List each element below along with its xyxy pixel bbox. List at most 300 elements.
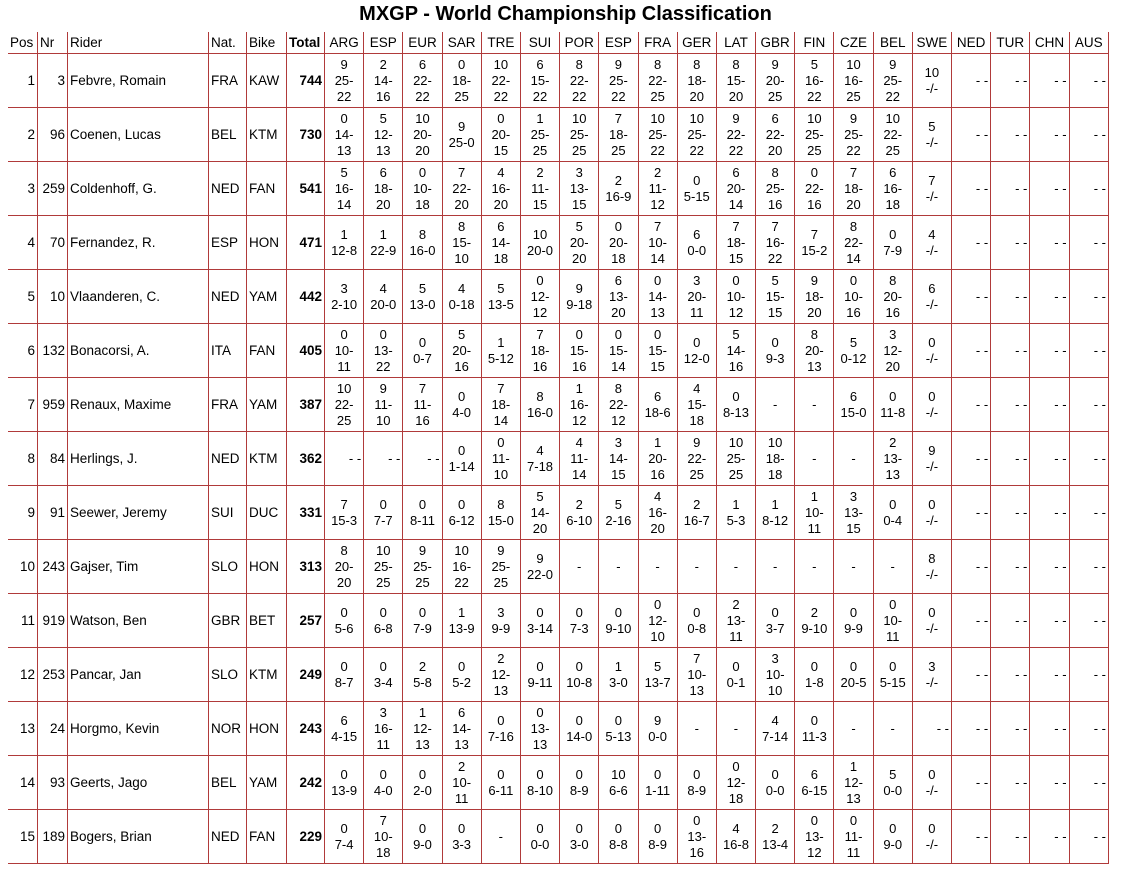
race-result-cell: - - — [1030, 324, 1069, 378]
race-result-cell: 6 13- 20 — [599, 270, 638, 324]
table-row — [8, 54, 1109, 108]
race-result-cell: 3 14- 15 — [599, 432, 638, 486]
race-result-cell: - — [834, 702, 873, 756]
rider-name: Geerts, Jago — [68, 756, 209, 810]
race-result-cell: 9 20- 25 — [756, 54, 795, 108]
race-result-cell: 3 9-9 — [482, 594, 521, 648]
column-header-race: CHN — [1030, 32, 1069, 54]
race-result-cell: 0 20-5 — [834, 648, 873, 702]
race-result-cell: 2 11- 15 — [521, 162, 560, 216]
race-result-cell: 0 6-12 — [443, 486, 482, 540]
race-result-cell: 5 14- 20 — [521, 486, 560, 540]
race-result-cell: 0 7-7 — [364, 486, 403, 540]
race-result-cell: 4 -/- — [913, 216, 952, 270]
race-result-cell: 4 16- 20 — [639, 486, 678, 540]
race-result-cell: 5 2-16 — [599, 486, 638, 540]
race-result-cell: 0 3-4 — [364, 648, 403, 702]
table-header-row — [8, 32, 1109, 54]
race-result-cell: - - — [991, 54, 1030, 108]
race-result-cell: 5 -/- — [913, 108, 952, 162]
race-result-cell: 8 22- 12 — [599, 378, 638, 432]
rider-nationality: BEL — [209, 756, 247, 810]
race-result-cell: - - — [1030, 486, 1069, 540]
race-result-cell: 7 10- 13 — [678, 648, 717, 702]
race-result-cell: 5 16- 22 — [795, 54, 834, 108]
race-result-cell: - - — [952, 432, 991, 486]
race-result-cell: 0 8-9 — [639, 810, 678, 864]
race-result-cell: 0 4-0 — [443, 378, 482, 432]
race-result-cell: 0 5-13 — [599, 702, 638, 756]
rider-nationality: SLO — [209, 540, 247, 594]
rider-number: 132 — [38, 324, 68, 378]
rider-name: Bogers, Brian — [68, 810, 209, 864]
rider-name: Watson, Ben — [68, 594, 209, 648]
race-result-cell: 0 10- 11 — [325, 324, 364, 378]
column-header-race: ARG — [325, 32, 364, 54]
race-result-cell: 8 20- 13 — [795, 324, 834, 378]
race-result-cell: - - — [1070, 216, 1109, 270]
race-result-cell: - - — [1070, 756, 1109, 810]
race-result-cell: 0 9-0 — [403, 810, 442, 864]
column-header-pos: Pos — [8, 32, 38, 54]
race-result-cell: 6 18-6 — [639, 378, 678, 432]
column-header-race: POR — [560, 32, 599, 54]
race-result-cell: 6 15-0 — [834, 378, 873, 432]
race-result-cell: 8 18- 20 — [678, 54, 717, 108]
rider-number: 253 — [38, 648, 68, 702]
race-result-cell: 1 8-12 — [756, 486, 795, 540]
race-result-cell: 0 -/- — [913, 756, 952, 810]
race-result-cell: 8 -/- — [913, 540, 952, 594]
race-result-cell: 9 22- 25 — [678, 432, 717, 486]
race-result-cell: 9 22- 22 — [717, 108, 756, 162]
race-result-cell: 0 10-8 — [560, 648, 599, 702]
race-result-cell: - — [639, 540, 678, 594]
race-result-cell: - - — [991, 324, 1030, 378]
race-result-cell: 10 25- 22 — [639, 108, 678, 162]
race-result-cell: 0 8-9 — [560, 756, 599, 810]
race-result-cell: - - — [952, 378, 991, 432]
race-result-cell: 7 22- 20 — [443, 162, 482, 216]
race-result-cell: 5 13-5 — [482, 270, 521, 324]
race-result-cell: 5 20- 20 — [560, 216, 599, 270]
rider-number: 84 — [38, 432, 68, 486]
race-result-cell: - - — [952, 702, 991, 756]
race-result-cell: - - — [1030, 378, 1069, 432]
race-result-cell: - - — [1070, 648, 1109, 702]
race-result-cell: 1 10- 11 — [795, 486, 834, 540]
page-title: MXGP - World Championship Classification — [359, 3, 772, 25]
rider-bike: BET — [247, 594, 287, 648]
race-result-cell: 10 -/- — [913, 54, 952, 108]
race-result-cell: - - — [913, 702, 952, 756]
rider-name: Febvre, Romain — [68, 54, 209, 108]
race-result-cell: 0 20- 15 — [482, 108, 521, 162]
race-result-cell: 0 9-9 — [834, 594, 873, 648]
race-result-cell: 7 10- 18 — [364, 810, 403, 864]
race-result-cell: 6 15- 22 — [521, 54, 560, 108]
rider-position: 8 — [8, 432, 38, 486]
rider-name: Vlaanderen, C. — [68, 270, 209, 324]
column-header-race: ESP — [364, 32, 403, 54]
race-result-cell: 10 22- 25 — [325, 378, 364, 432]
race-result-cell: - — [678, 702, 717, 756]
race-result-cell: 0 13- 12 — [795, 810, 834, 864]
rider-bike: HON — [247, 702, 287, 756]
rider-total-points: 362 — [287, 432, 325, 486]
race-result-cell: - - — [1070, 702, 1109, 756]
race-result-cell: 0 5-15 — [874, 648, 913, 702]
race-result-cell: 0 0-4 — [874, 486, 913, 540]
race-result-cell: 8 15- 10 — [443, 216, 482, 270]
rider-bike: FAN — [247, 324, 287, 378]
race-result-cell: 0 3-7 — [756, 594, 795, 648]
race-result-cell: 0 -/- — [913, 486, 952, 540]
rider-position: 11 — [8, 594, 38, 648]
race-result-cell: 9 25- 22 — [834, 108, 873, 162]
table-row — [8, 216, 1109, 270]
race-result-cell: 5 0-12 — [834, 324, 873, 378]
race-result-cell: 8 16-0 — [403, 216, 442, 270]
race-result-cell: - - — [952, 270, 991, 324]
rider-total-points: 744 — [287, 54, 325, 108]
race-result-cell: - - — [1030, 756, 1069, 810]
race-result-cell: 5 13-7 — [639, 648, 678, 702]
rider-number: 259 — [38, 162, 68, 216]
race-result-cell: 6 18- 20 — [364, 162, 403, 216]
race-result-cell: 9 25- 25 — [403, 540, 442, 594]
race-result-cell: - — [599, 540, 638, 594]
rider-total-points: 229 — [287, 810, 325, 864]
column-header-race: GER — [678, 32, 717, 54]
rider-name: Horgmo, Kevin — [68, 702, 209, 756]
race-result-cell: - - — [1030, 216, 1069, 270]
race-result-cell: 1 25- 25 — [521, 108, 560, 162]
race-result-cell: 6 14- 18 — [482, 216, 521, 270]
table-row — [8, 270, 1109, 324]
race-result-cell: 6 6-15 — [795, 756, 834, 810]
race-result-cell: 7 18- 14 — [482, 378, 521, 432]
race-result-cell: 2 10- 11 — [443, 756, 482, 810]
race-result-cell: 2 6-10 — [560, 486, 599, 540]
race-result-cell: - - — [1030, 810, 1069, 864]
race-result-cell: 7 -/- — [913, 162, 952, 216]
race-result-cell: 0 -/- — [913, 324, 952, 378]
rider-bike: YAM — [247, 756, 287, 810]
race-result-cell: 0 8-7 — [325, 648, 364, 702]
rider-name: Renaux, Maxime — [68, 378, 209, 432]
race-result-cell: 0 0-1 — [717, 648, 756, 702]
race-result-cell: 2 16-7 — [678, 486, 717, 540]
race-result-cell: 1 5-3 — [717, 486, 756, 540]
rider-total-points: 257 — [287, 594, 325, 648]
column-header-race: TRE — [482, 32, 521, 54]
race-result-cell: 5 14- 16 — [717, 324, 756, 378]
race-result-cell: 10 25- 25 — [364, 540, 403, 594]
race-result-cell: 10 18- 18 — [756, 432, 795, 486]
race-result-cell: - - — [952, 540, 991, 594]
race-result-cell: - - — [1070, 486, 1109, 540]
race-result-cell: - - — [1030, 702, 1069, 756]
rider-nationality: GBR — [209, 594, 247, 648]
race-result-cell: 0 -/- — [913, 378, 952, 432]
rider-nationality: SLO — [209, 648, 247, 702]
race-result-cell: 0 0-8 — [678, 594, 717, 648]
column-header-race: EUR — [403, 32, 442, 54]
rider-nationality: BEL — [209, 108, 247, 162]
race-result-cell: 8 25- 16 — [756, 162, 795, 216]
table-row — [8, 810, 1109, 864]
race-result-cell: 0 11-8 — [874, 378, 913, 432]
race-result-cell: - - — [1070, 432, 1109, 486]
race-result-cell: 5 0-0 — [874, 756, 913, 810]
table-row — [8, 594, 1109, 648]
race-result-cell: 1 5-12 — [482, 324, 521, 378]
rider-position: 9 — [8, 486, 38, 540]
rider-number: 24 — [38, 702, 68, 756]
race-result-cell: 0 12-0 — [678, 324, 717, 378]
race-result-cell: - — [795, 432, 834, 486]
column-header-total: Total — [287, 32, 325, 54]
race-result-cell: 8 15-0 — [482, 486, 521, 540]
race-result-cell: - - — [991, 594, 1030, 648]
race-result-cell: 10 25- 25 — [560, 108, 599, 162]
race-result-cell: - - — [991, 756, 1030, 810]
race-result-cell: - — [756, 378, 795, 432]
rider-position: 15 — [8, 810, 38, 864]
race-result-cell: 0 22- 16 — [795, 162, 834, 216]
rider-nationality: NED — [209, 432, 247, 486]
table-row — [8, 324, 1109, 378]
race-result-cell: 0 8-9 — [678, 756, 717, 810]
race-result-cell: - - — [1070, 594, 1109, 648]
rider-name: Herlings, J. — [68, 432, 209, 486]
race-result-cell: - - — [952, 54, 991, 108]
race-result-cell: - - — [1070, 108, 1109, 162]
race-result-cell: 0 1-14 — [443, 432, 482, 486]
race-result-cell: 3 13- 15 — [834, 486, 873, 540]
rider-total-points: 243 — [287, 702, 325, 756]
race-result-cell: 0 8-13 — [717, 378, 756, 432]
race-result-cell: 0 12- 18 — [717, 756, 756, 810]
rider-number: 96 — [38, 108, 68, 162]
race-result-cell: 4 16- 20 — [482, 162, 521, 216]
race-result-cell: 2 13- 11 — [717, 594, 756, 648]
rider-position: 10 — [8, 540, 38, 594]
race-result-cell: 8 20- 16 — [874, 270, 913, 324]
race-result-cell: 2 9-10 — [795, 594, 834, 648]
race-result-cell: - - — [991, 108, 1030, 162]
rider-number: 919 — [38, 594, 68, 648]
race-result-cell: 7 11- 16 — [403, 378, 442, 432]
race-result-cell: 0 3-3 — [443, 810, 482, 864]
race-result-cell: 1 16- 12 — [560, 378, 599, 432]
race-result-cell: - - — [403, 432, 442, 486]
rider-total-points: 471 — [287, 216, 325, 270]
race-result-cell: - - — [991, 162, 1030, 216]
column-header-rider: Rider — [68, 32, 209, 54]
rider-total-points: 313 — [287, 540, 325, 594]
race-result-cell: - - — [1030, 54, 1069, 108]
race-result-cell: - - — [991, 540, 1030, 594]
race-result-cell: 0 8-11 — [403, 486, 442, 540]
race-result-cell: 8 22- 14 — [834, 216, 873, 270]
table-row — [8, 702, 1109, 756]
column-header-race: GBR — [756, 32, 795, 54]
race-result-cell: 0 10- 16 — [834, 270, 873, 324]
race-result-cell: 2 13-4 — [756, 810, 795, 864]
race-result-cell: 0 3-0 — [560, 810, 599, 864]
race-result-cell: 1 12-8 — [325, 216, 364, 270]
race-result-cell: 0 5-6 — [325, 594, 364, 648]
race-result-cell: 8 22- 22 — [560, 54, 599, 108]
race-result-cell: 0 0-7 — [403, 324, 442, 378]
race-result-cell: - - — [991, 702, 1030, 756]
race-result-cell: - - — [1070, 540, 1109, 594]
rider-total-points: 442 — [287, 270, 325, 324]
race-result-cell: 0 9-11 — [521, 648, 560, 702]
table-row — [8, 486, 1109, 540]
column-header-race: ESP — [599, 32, 638, 54]
race-result-cell: - - — [991, 270, 1030, 324]
race-result-cell: - — [717, 540, 756, 594]
table-row — [8, 108, 1109, 162]
race-result-cell: 0 12- 10 — [639, 594, 678, 648]
race-result-cell: - - — [1070, 810, 1109, 864]
race-result-cell: 10 25- 22 — [678, 108, 717, 162]
race-result-cell: 0 7-3 — [560, 594, 599, 648]
race-result-cell: - - — [991, 648, 1030, 702]
race-result-cell: 2 12- 13 — [482, 648, 521, 702]
race-result-cell: 3 13- 15 — [560, 162, 599, 216]
rider-number: 91 — [38, 486, 68, 540]
race-result-cell: 3 12- 20 — [874, 324, 913, 378]
rider-position: 1 — [8, 54, 38, 108]
race-result-cell: 4 11- 14 — [560, 432, 599, 486]
race-result-cell: - — [834, 432, 873, 486]
rider-position: 12 — [8, 648, 38, 702]
race-result-cell: 9 9-18 — [560, 270, 599, 324]
race-result-cell: 0 -/- — [913, 594, 952, 648]
rider-position: 5 — [8, 270, 38, 324]
race-result-cell: - - — [991, 432, 1030, 486]
rider-nationality: FRA — [209, 54, 247, 108]
rider-bike: HON — [247, 540, 287, 594]
table-row — [8, 648, 1109, 702]
race-result-cell: 0 0-0 — [756, 756, 795, 810]
race-result-cell: 10 20- 20 — [403, 108, 442, 162]
race-result-cell: 4 0-18 — [443, 270, 482, 324]
race-result-cell: 2 5-8 — [403, 648, 442, 702]
rider-bike: YAM — [247, 378, 287, 432]
race-result-cell: 0 6-8 — [364, 594, 403, 648]
rider-bike: KTM — [247, 648, 287, 702]
rider-position: 14 — [8, 756, 38, 810]
rider-name: Coldenhoff, G. — [68, 162, 209, 216]
race-result-cell: 10 25- 25 — [717, 432, 756, 486]
race-result-cell: 0 12- 12 — [521, 270, 560, 324]
race-result-cell: 8 16-0 — [521, 378, 560, 432]
race-result-cell: - - — [991, 378, 1030, 432]
race-result-cell: 6 22- 20 — [756, 108, 795, 162]
rider-name: Bonacorsi, A. — [68, 324, 209, 378]
race-result-cell: - - — [1070, 378, 1109, 432]
race-result-cell: - — [874, 540, 913, 594]
race-result-cell: 2 11- 12 — [639, 162, 678, 216]
race-result-cell: 1 12- 13 — [834, 756, 873, 810]
rider-position: 13 — [8, 702, 38, 756]
column-header-race: TUR — [991, 32, 1030, 54]
race-result-cell: - - — [952, 108, 991, 162]
race-result-cell: 0 15- 14 — [599, 324, 638, 378]
column-header-race: SWE — [913, 32, 952, 54]
rider-number: 189 — [38, 810, 68, 864]
rider-nationality: NED — [209, 810, 247, 864]
race-result-cell: 10 22- 25 — [874, 108, 913, 162]
rider-nationality: ESP — [209, 216, 247, 270]
race-result-cell: - - — [952, 594, 991, 648]
race-result-cell: 0 13- 16 — [678, 810, 717, 864]
race-result-cell: - — [717, 702, 756, 756]
rider-name: Pancar, Jan — [68, 648, 209, 702]
rider-total-points: 541 — [287, 162, 325, 216]
column-header-race: FIN — [795, 32, 834, 54]
column-header-race: NED — [952, 32, 991, 54]
race-result-cell: - - — [1030, 108, 1069, 162]
rider-position: 7 — [8, 378, 38, 432]
race-result-cell: 10 16- 25 — [834, 54, 873, 108]
race-result-cell: 5 15- 15 — [756, 270, 795, 324]
race-result-cell: 0 14- 13 — [639, 270, 678, 324]
race-result-cell: 3 10- 10 — [756, 648, 795, 702]
race-result-cell: 3 20- 11 — [678, 270, 717, 324]
race-result-cell: 0 9-3 — [756, 324, 795, 378]
race-result-cell: 5 13-0 — [403, 270, 442, 324]
race-result-cell: 9 25- 22 — [599, 54, 638, 108]
rider-total-points: 249 — [287, 648, 325, 702]
rider-nationality: SUI — [209, 486, 247, 540]
race-result-cell: 4 20-0 — [364, 270, 403, 324]
race-result-cell: 4 15- 18 — [678, 378, 717, 432]
table-row — [8, 378, 1109, 432]
race-result-cell: 0 5-15 — [678, 162, 717, 216]
rider-name: Seewer, Jeremy — [68, 486, 209, 540]
race-result-cell: 0 11- 11 — [834, 810, 873, 864]
race-result-cell: - - — [952, 486, 991, 540]
rider-bike: YAM — [247, 270, 287, 324]
race-result-cell: 9 -/- — [913, 432, 952, 486]
race-result-cell: 3 16- 11 — [364, 702, 403, 756]
race-result-cell: 0 7-9 — [403, 594, 442, 648]
race-result-cell: 0 14-0 — [560, 702, 599, 756]
table-row — [8, 540, 1109, 594]
race-result-cell: 9 25- 22 — [874, 54, 913, 108]
race-result-cell: - - — [1070, 54, 1109, 108]
race-result-cell: 0 11-3 — [795, 702, 834, 756]
race-result-cell: 2 14- 16 — [364, 54, 403, 108]
race-result-cell: 0 6-11 — [482, 756, 521, 810]
race-result-cell: 0 15- 16 — [560, 324, 599, 378]
race-result-cell: 6 20- 14 — [717, 162, 756, 216]
rider-nationality: FRA — [209, 378, 247, 432]
race-result-cell: - - — [1070, 270, 1109, 324]
race-result-cell: - - — [1070, 162, 1109, 216]
race-result-cell: 0 1-8 — [795, 648, 834, 702]
race-result-cell: - - — [1030, 594, 1069, 648]
race-result-cell: 10 20-0 — [521, 216, 560, 270]
rider-position: 3 — [8, 162, 38, 216]
race-result-cell: - - — [1030, 648, 1069, 702]
